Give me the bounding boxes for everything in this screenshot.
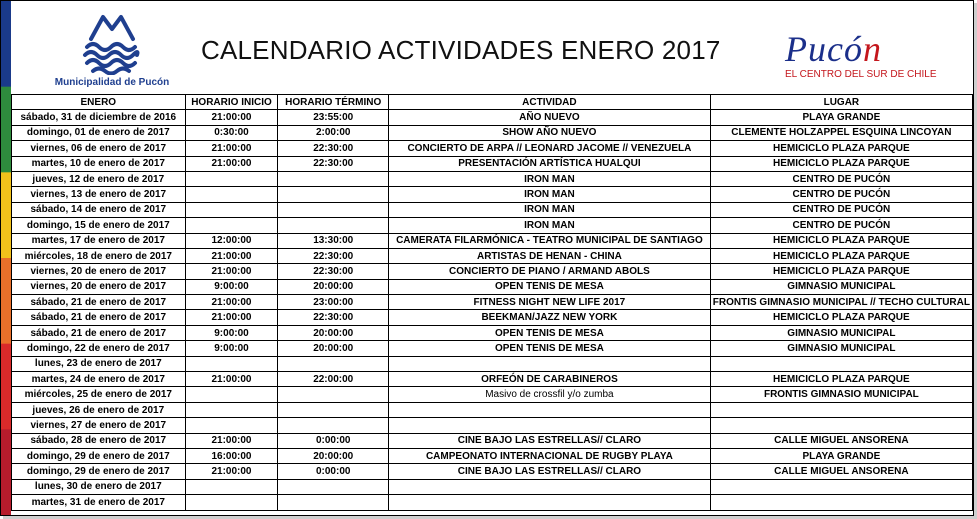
cell-termino: 20:00:00 bbox=[278, 325, 389, 340]
cell-lugar: HEMICICLO PLAZA PARQUE bbox=[710, 310, 972, 325]
cell-fecha: jueves, 26 de enero de 2017 bbox=[12, 402, 186, 417]
cell-actividad bbox=[389, 495, 711, 510]
cell-inicio: 16:00:00 bbox=[185, 448, 278, 463]
table-row bbox=[12, 141, 973, 156]
cell-fecha: miércoles, 18 de enero de 2017 bbox=[12, 248, 186, 263]
cell-lugar bbox=[710, 479, 972, 494]
cell-actividad: CAMPEONATO INTERNACIONAL DE RUGBY PLAYA bbox=[389, 448, 711, 463]
cell-termino: 2:00:00 bbox=[278, 125, 389, 140]
cell-actividad: CONCIERTO DE PIANO / ARMAND ABOLS bbox=[389, 264, 711, 279]
cell-lugar: HEMICICLO PLAZA PARQUE bbox=[710, 372, 972, 387]
cell-lugar: PLAYA GRANDE bbox=[710, 110, 972, 125]
cell-actividad bbox=[389, 418, 711, 433]
cell-lugar: GIMNASIO MUNICIPAL bbox=[710, 341, 972, 356]
cell-lugar: CLEMENTE HOLZAPPEL ESQUINA LINCOYAN bbox=[710, 125, 972, 140]
cell-inicio bbox=[185, 387, 278, 402]
color-band bbox=[1, 344, 11, 430]
cell-inicio bbox=[185, 202, 278, 217]
cell-termino: 0:00:00 bbox=[278, 433, 389, 448]
cell-actividad: AÑO NUEVO bbox=[389, 110, 711, 125]
cell-inicio bbox=[185, 171, 278, 186]
table-row bbox=[12, 248, 973, 263]
cell-inicio: 9:00:00 bbox=[185, 279, 278, 294]
table-row bbox=[12, 402, 973, 417]
table-row bbox=[12, 372, 973, 387]
cell-actividad: IRON MAN bbox=[389, 187, 711, 202]
cell-lugar: GIMNASIO MUNICIPAL bbox=[710, 279, 972, 294]
page-title: CALENDARIO ACTIVIDADES ENERO 2017 bbox=[201, 35, 721, 65]
cell-lugar bbox=[710, 402, 972, 417]
cell-termino: 20:00:00 bbox=[278, 341, 389, 356]
cell-actividad: OPEN TENIS DE MESA bbox=[389, 279, 711, 294]
cell-actividad: IRON MAN bbox=[389, 171, 711, 186]
cell-termino: 23:55:00 bbox=[278, 110, 389, 125]
cell-lugar: CENTRO DE PUCÓN bbox=[710, 171, 972, 186]
cell-actividad: OPEN TENIS DE MESA bbox=[389, 325, 711, 340]
cell-lugar: CALLE MIGUEL ANSORENA bbox=[710, 464, 972, 479]
cell-lugar: HEMICICLO PLAZA PARQUE bbox=[710, 264, 972, 279]
brand-tagline: EL CENTRO DEL SUR DE CHILE bbox=[785, 69, 937, 80]
cell-lugar: PLAYA GRANDE bbox=[710, 448, 972, 463]
table-row bbox=[12, 295, 973, 310]
cell-termino: 22:30:00 bbox=[278, 248, 389, 263]
cell-fecha: viernes, 27 de enero de 2017 bbox=[12, 418, 186, 433]
table-row bbox=[12, 325, 973, 340]
cell-fecha: sábado, 21 de enero de 2017 bbox=[12, 295, 186, 310]
cell-termino: 20:00:00 bbox=[278, 279, 389, 294]
col-header-lugar: LUGAR bbox=[710, 95, 972, 110]
color-band bbox=[1, 1, 11, 87]
color-band bbox=[1, 172, 11, 258]
cell-actividad: IRON MAN bbox=[389, 202, 711, 217]
cell-lugar: HEMICICLO PLAZA PARQUE bbox=[710, 156, 972, 171]
cell-termino: 13:30:00 bbox=[278, 233, 389, 248]
table-row bbox=[12, 187, 973, 202]
cell-termino: 22:30:00 bbox=[278, 264, 389, 279]
cell-inicio: 21:00:00 bbox=[185, 264, 278, 279]
cell-inicio: 21:00:00 bbox=[185, 310, 278, 325]
cell-lugar bbox=[710, 495, 972, 510]
cell-lugar bbox=[710, 418, 972, 433]
table-body bbox=[12, 110, 973, 510]
cell-fecha: domingo, 22 de enero de 2017 bbox=[12, 341, 186, 356]
cell-fecha: sábado, 31 de diciembre de 2016 bbox=[12, 110, 186, 125]
cell-termino bbox=[278, 187, 389, 202]
cell-inicio bbox=[185, 495, 278, 510]
color-band bbox=[1, 87, 11, 173]
cell-actividad: CONCIERTO DE ARPA // LEONARD JACOME // VENEZUELA bbox=[389, 141, 711, 156]
cell-inicio bbox=[185, 356, 278, 371]
cell-inicio: 21:00:00 bbox=[185, 295, 278, 310]
cell-actividad: SHOW AÑO NUEVO bbox=[389, 125, 711, 140]
cell-fecha: viernes, 20 de enero de 2017 bbox=[12, 279, 186, 294]
cell-fecha: sábado, 21 de enero de 2017 bbox=[12, 310, 186, 325]
cell-actividad: BEEKMAN/JAZZ NEW YORK bbox=[389, 310, 711, 325]
cell-inicio: 21:00:00 bbox=[185, 156, 278, 171]
cell-termino bbox=[278, 387, 389, 402]
table-row bbox=[12, 464, 973, 479]
cell-termino bbox=[278, 171, 389, 186]
cell-inicio: 21:00:00 bbox=[185, 110, 278, 125]
table-row bbox=[12, 279, 973, 294]
cell-termino bbox=[278, 356, 389, 371]
cell-fecha: lunes, 30 de enero de 2017 bbox=[12, 479, 186, 494]
cell-fecha: viernes, 13 de enero de 2017 bbox=[12, 187, 186, 202]
cell-inicio: 9:00:00 bbox=[185, 341, 278, 356]
table-row bbox=[12, 125, 973, 140]
cell-termino: 22:30:00 bbox=[278, 310, 389, 325]
cell-inicio bbox=[185, 218, 278, 233]
cell-lugar: HEMICICLO PLAZA PARQUE bbox=[710, 233, 972, 248]
table-row bbox=[12, 341, 973, 356]
cell-termino: 22:30:00 bbox=[278, 156, 389, 171]
cell-lugar: HEMICICLO PLAZA PARQUE bbox=[710, 141, 972, 156]
pucon-brand-logo bbox=[785, 31, 945, 87]
brand-main: Pucó bbox=[785, 29, 863, 69]
cell-fecha: sábado, 21 de enero de 2017 bbox=[12, 325, 186, 340]
cell-actividad bbox=[389, 479, 711, 494]
cell-actividad: Masivo de crossfil y/o zumba bbox=[389, 387, 711, 402]
cell-inicio: 12:00:00 bbox=[185, 233, 278, 248]
cell-actividad: CINE BAJO LAS ESTRELLAS// CLARO bbox=[389, 464, 711, 479]
wave-mountain-icon bbox=[47, 9, 177, 75]
cell-lugar: GIMNASIO MUNICIPAL bbox=[710, 325, 972, 340]
cell-termino: 22:30:00 bbox=[278, 141, 389, 156]
cell-termino bbox=[278, 479, 389, 494]
cell-inicio: 21:00:00 bbox=[185, 248, 278, 263]
col-header-termino: HORARIO TÉRMINO bbox=[278, 95, 389, 110]
table-row bbox=[12, 233, 973, 248]
cell-inicio bbox=[185, 418, 278, 433]
cell-fecha: lunes, 23 de enero de 2017 bbox=[12, 356, 186, 371]
table-row bbox=[12, 310, 973, 325]
col-header-fecha: ENERO bbox=[12, 95, 186, 110]
cell-lugar: CENTRO DE PUCÓN bbox=[710, 218, 972, 233]
table-row bbox=[12, 156, 973, 171]
table-row bbox=[12, 110, 973, 125]
cell-actividad: CAMERATA FILARMÓNICA - TEATRO MUNICIPAL DE SANTIAGO bbox=[389, 233, 711, 248]
cell-inicio: 21:00:00 bbox=[185, 141, 278, 156]
cell-termino bbox=[278, 202, 389, 217]
cell-termino bbox=[278, 218, 389, 233]
cell-lugar: FRONTIS GIMNASIO MUNICIPAL // TECHO CULTURAL bbox=[710, 295, 972, 310]
cell-actividad: OPEN TENIS DE MESA bbox=[389, 341, 711, 356]
cell-inicio: 0:30:00 bbox=[185, 125, 278, 140]
cell-fecha: viernes, 20 de enero de 2017 bbox=[12, 264, 186, 279]
cell-fecha: viernes, 06 de enero de 2017 bbox=[12, 141, 186, 156]
cell-fecha: domingo, 01 de enero de 2017 bbox=[12, 125, 186, 140]
table-row bbox=[12, 264, 973, 279]
table-header-row bbox=[12, 95, 973, 110]
cell-lugar: CALLE MIGUEL ANSORENA bbox=[710, 433, 972, 448]
col-header-inicio: HORARIO INICIO bbox=[185, 95, 278, 110]
brand-accent: n bbox=[862, 29, 882, 69]
cell-termino: 22:00:00 bbox=[278, 372, 389, 387]
col-header-actividad: ACTIVIDAD bbox=[389, 95, 711, 110]
cell-fecha: sábado, 28 de enero de 2017 bbox=[12, 433, 186, 448]
cell-fecha: martes, 10 de enero de 2017 bbox=[12, 156, 186, 171]
cell-fecha: miércoles, 25 de enero de 2017 bbox=[12, 387, 186, 402]
cell-termino: 23:00:00 bbox=[278, 295, 389, 310]
table-row bbox=[12, 387, 973, 402]
cell-fecha: jueves, 12 de enero de 2017 bbox=[12, 171, 186, 186]
cell-termino: 20:00:00 bbox=[278, 448, 389, 463]
table-row bbox=[12, 495, 973, 510]
cell-termino: 0:00:00 bbox=[278, 464, 389, 479]
table-row bbox=[12, 202, 973, 217]
cell-inicio bbox=[185, 402, 278, 417]
cell-fecha: martes, 24 de enero de 2017 bbox=[12, 372, 186, 387]
table-row bbox=[12, 171, 973, 186]
cell-inicio bbox=[185, 479, 278, 494]
cell-inicio: 21:00:00 bbox=[185, 464, 278, 479]
brand-wordmark bbox=[785, 31, 945, 67]
color-band bbox=[1, 429, 11, 515]
cell-actividad: FITNESS NIGHT NEW LIFE 2017 bbox=[389, 295, 711, 310]
cell-lugar: HEMICICLO PLAZA PARQUE bbox=[710, 248, 972, 263]
cell-actividad: CINE BAJO LAS ESTRELLAS// CLARO bbox=[389, 433, 711, 448]
cell-lugar: CENTRO DE PUCÓN bbox=[710, 202, 972, 217]
table-row bbox=[12, 479, 973, 494]
cell-fecha: domingo, 29 de enero de 2017 bbox=[12, 448, 186, 463]
cell-fecha: sábado, 14 de enero de 2017 bbox=[12, 202, 186, 217]
cell-lugar: CENTRO DE PUCÓN bbox=[710, 187, 972, 202]
cell-actividad bbox=[389, 402, 711, 417]
table-row bbox=[12, 448, 973, 463]
cell-actividad: ORFEÓN DE CARABINEROS bbox=[389, 372, 711, 387]
cell-inicio: 21:00:00 bbox=[185, 433, 278, 448]
cell-actividad bbox=[389, 356, 711, 371]
cell-actividad: IRON MAN bbox=[389, 218, 711, 233]
activities-table bbox=[11, 94, 973, 511]
cell-fecha: domingo, 29 de enero de 2017 bbox=[12, 464, 186, 479]
cell-actividad: PRESENTACIÓN ARTÍSTICA HUALQUI bbox=[389, 156, 711, 171]
cell-lugar bbox=[710, 356, 972, 371]
cell-inicio: 9:00:00 bbox=[185, 325, 278, 340]
cell-termino bbox=[278, 495, 389, 510]
table-row bbox=[12, 418, 973, 433]
table-row bbox=[12, 356, 973, 371]
cell-termino bbox=[278, 402, 389, 417]
cell-inicio bbox=[185, 187, 278, 202]
cell-fecha: martes, 31 de enero de 2017 bbox=[12, 495, 186, 510]
cell-lugar: FRONTIS GIMNASIO MUNICIPAL bbox=[710, 387, 972, 402]
header bbox=[11, 1, 973, 93]
cell-fecha: martes, 17 de enero de 2017 bbox=[12, 233, 186, 248]
color-band bbox=[1, 258, 11, 344]
color-sidebar bbox=[1, 1, 11, 515]
municipality-logo bbox=[47, 9, 177, 93]
cell-fecha: domingo, 15 de enero de 2017 bbox=[12, 218, 186, 233]
cell-inicio: 21:00:00 bbox=[185, 372, 278, 387]
table-row bbox=[12, 433, 973, 448]
org-name: Municipalidad de Pucón bbox=[54, 77, 170, 88]
cell-termino bbox=[278, 418, 389, 433]
cell-actividad: ARTISTAS DE HENAN - CHINA bbox=[389, 248, 711, 263]
table-row bbox=[12, 218, 973, 233]
